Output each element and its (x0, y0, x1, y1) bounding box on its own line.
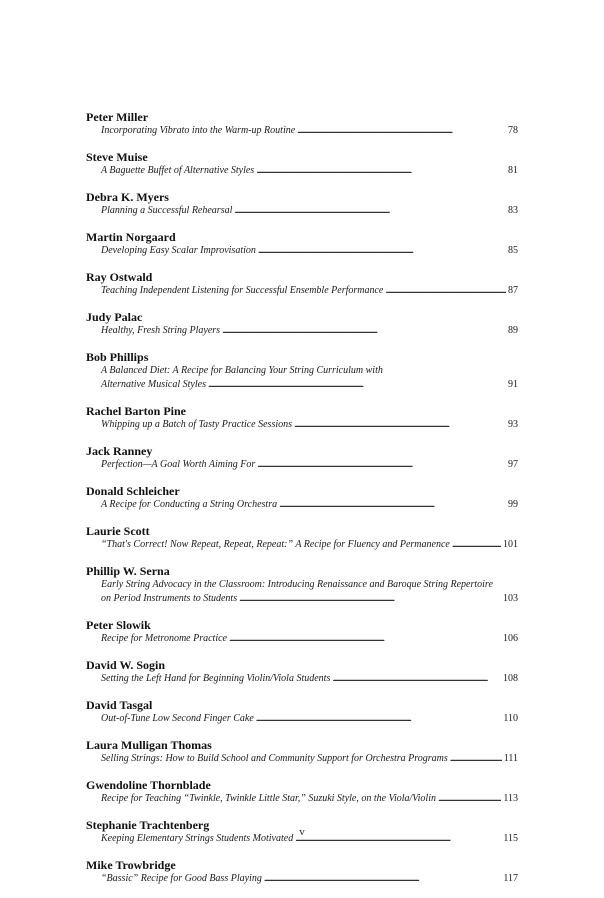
page-ref: 89 (508, 325, 518, 336)
article-title: Keeping Elementary Strings Students Motivated (101, 833, 294, 844)
article-title: Out-of-Tune Low Second Finger Cake (101, 713, 254, 724)
author-name: Mike Trowbridge (86, 858, 176, 872)
article-title-row (86, 418, 518, 432)
page-ref: 93 (508, 419, 518, 430)
article-title-line: A Balanced Diet: A Recipe for Balancing Your String Curriculum with (101, 365, 383, 376)
author-name: Peter Miller (86, 110, 149, 124)
article-title-row (86, 752, 518, 766)
article-title: on Period Instruments to Students (101, 593, 238, 604)
dot-leader (279, 498, 506, 512)
article-title: Perfection—A Goal Worth Aiming For (101, 459, 256, 470)
toc-entry (86, 110, 518, 138)
dot-leader (332, 672, 501, 686)
article-title-row (86, 244, 518, 258)
toc-entry (86, 738, 518, 766)
article-title-row (86, 498, 518, 512)
article-title: Planning a Successful Rehearsal (101, 205, 233, 216)
toc-entry (86, 524, 518, 552)
dot-leader (452, 538, 501, 552)
dot-leader (438, 792, 501, 806)
author-name: Stephanie Trachtenberg (86, 818, 210, 832)
article-title: “Bassic” Recipe for Good Bass Playing (101, 873, 262, 884)
page-ref: 101 (503, 539, 518, 550)
article-title-row (86, 672, 518, 686)
toc-entry (86, 618, 518, 646)
dot-leader (234, 204, 506, 218)
article-title-row (86, 632, 518, 646)
author-name: Laura Mulligan Thomas (86, 738, 212, 752)
toc-entry (86, 404, 518, 432)
article-title-row (86, 538, 518, 552)
toc-entry (86, 350, 518, 392)
page-ref: 81 (508, 165, 518, 176)
article-title-row (86, 792, 518, 806)
dot-leader (229, 632, 501, 646)
article-title-row (86, 284, 518, 298)
author-name: Ray Ostwald (86, 270, 153, 284)
author-name: Peter Slowik (86, 618, 151, 632)
article-title-row (86, 872, 518, 886)
article-title: Healthy, Fresh String Players (101, 325, 221, 336)
dot-leader (256, 712, 502, 726)
article-title-row (86, 204, 518, 218)
toc-entry (86, 190, 518, 218)
author-name: Bob Phillips (86, 350, 149, 364)
page-ref: 99 (508, 499, 518, 510)
article-title: Developing Easy Scalar Improvisation (101, 245, 256, 256)
article-title-line: Early String Advocacy in the Classroom: Introducing Renaissance and Baroque String Repertoire (101, 579, 493, 590)
page-ref: 115 (503, 833, 518, 844)
page-number: v (299, 826, 305, 838)
dot-leader (297, 124, 506, 138)
toc-entry (86, 698, 518, 726)
page-ref: 111 (503, 753, 518, 764)
page-ref: 110 (503, 713, 518, 724)
author-name: Steve Muise (86, 150, 148, 164)
article-title: Recipe for Teaching “Twinkle, Twinkle Little Star,” Suzuki Style, on the Viola/Violin (101, 793, 436, 804)
page-ref: 78 (508, 125, 518, 136)
author-name: Jack Ranney (86, 444, 153, 458)
article-title-row (86, 378, 518, 392)
dot-leader (256, 164, 506, 178)
dot-leader (208, 378, 506, 392)
page-ref: 108 (503, 673, 518, 684)
page-ref: 113 (503, 793, 518, 804)
author-name: David W. Sogin (86, 658, 166, 672)
article-title: Selling Strings: How to Build School and Community Support for Orchestra Programs (101, 753, 448, 764)
dot-leader (239, 592, 501, 606)
dot-leader (257, 458, 506, 472)
author-name: Debra K. Myers (86, 190, 169, 204)
page-ref: 83 (508, 205, 518, 216)
author-name: Gwendoline Thornblade (86, 778, 211, 792)
author-name: Phillip W. Serna (86, 564, 170, 578)
article-title: Recipe for Metronome Practice (101, 633, 227, 644)
article-title: Incorporating Vibrato into the Warm-up Routine (101, 125, 296, 136)
page-ref: 87 (508, 285, 518, 296)
article-title: A Baguette Buffet of Alternative Styles (101, 165, 255, 176)
article-title: Setting the Left Hand for Beginning Violin/Viola Students (101, 673, 331, 684)
toc-entry (86, 658, 518, 686)
toc-entry (86, 858, 518, 886)
author-name: David Tasgal (86, 698, 153, 712)
page-ref: 85 (508, 245, 518, 256)
page-ref: 106 (503, 633, 518, 644)
toc-entry (86, 444, 518, 472)
toc-entry (86, 270, 518, 298)
article-title-row (86, 712, 518, 726)
author-name: Donald Schleicher (86, 484, 180, 498)
article-title-row (86, 124, 518, 138)
dot-leader (222, 324, 506, 338)
dot-leader (258, 244, 506, 258)
toc-entry (86, 484, 518, 512)
author-name: Rachel Barton Pine (86, 404, 186, 418)
article-title-row (86, 458, 518, 472)
page-ref: 117 (503, 873, 518, 884)
article-title-row (86, 164, 518, 178)
article-title: Alternative Musical Styles (101, 379, 206, 390)
article-title-row (86, 592, 518, 606)
toc-entry (86, 564, 518, 606)
dot-leader (264, 872, 502, 886)
toc-entry (86, 230, 518, 258)
dot-leader (294, 418, 506, 432)
page-ref: 97 (508, 459, 518, 470)
page-ref: 91 (508, 379, 518, 390)
author-name: Judy Palac (86, 310, 143, 324)
toc-entry (86, 150, 518, 178)
author-name: Laurie Scott (86, 524, 150, 538)
author-name: Martin Norgaard (86, 230, 176, 244)
table-of-contents (86, 110, 518, 898)
article-title: Whipping up a Batch of Tasty Practice Sessions (101, 419, 293, 430)
article-title: Teaching Independent Listening for Successful Ensemble Performance (101, 285, 384, 296)
toc-entry (86, 778, 518, 806)
toc-entry (86, 310, 518, 338)
dot-leader (450, 752, 502, 766)
article-title: “That's Correct! Now Repeat, Repeat, Repeat:” A Recipe for Fluency and Permanence (101, 539, 450, 550)
article-title: A Recipe for Conducting a String Orchestra (101, 499, 278, 510)
article-title-row (86, 324, 518, 338)
page-ref: 103 (503, 593, 518, 604)
dot-leader (385, 284, 506, 298)
